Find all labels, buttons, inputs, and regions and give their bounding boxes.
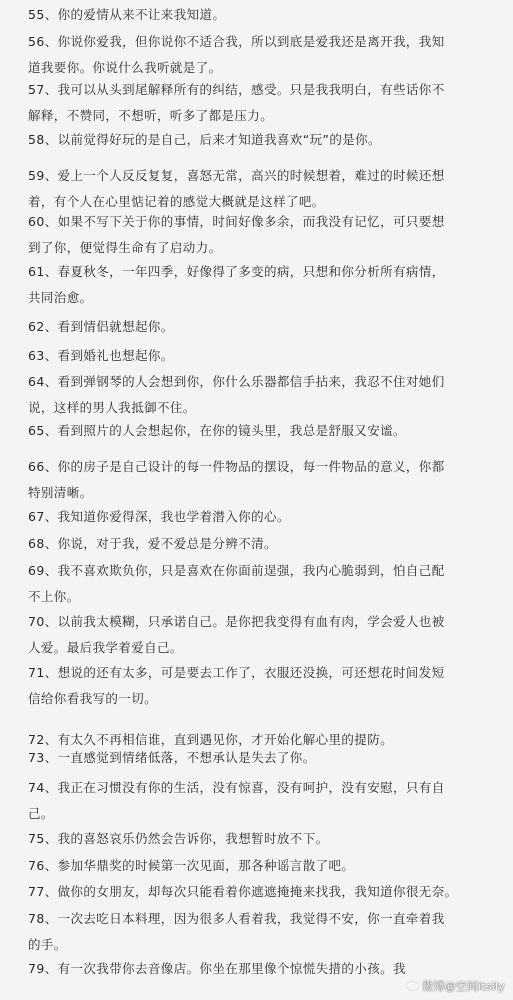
list-item-line: 66、你的房子是自己设计的每一件物品的摆设，每一件物品的意义，你都: [28, 459, 445, 474]
list-item-line: 特别清晰。: [28, 485, 93, 500]
list-item: [28, 163, 498, 215]
list-item-line: 69、我不喜欢欺负你，只是喜欢在你面前逞强，我内心脆弱到，怕自己配: [28, 563, 445, 578]
list-item-line: 68、你说，对于我，爱不爱总是分辨不清。: [28, 536, 277, 551]
list-item-line: 信给你看我写的一切。: [28, 691, 158, 706]
list-item-line: 76、参加华鼎奖的时候第一次见面，那各种谣言散了吧。: [28, 858, 355, 873]
list-item-line: 不上你。: [28, 589, 80, 604]
list-item-line: 55、你的爱情从来不让来我知道。: [28, 7, 226, 22]
list-item: [28, 906, 498, 958]
list-item: [28, 531, 498, 557]
list-item-line: 59、爱上一个人反反复复，喜怒无常，高兴的时候想着，难过的时候还想: [28, 168, 445, 183]
list-item-line: 72、有太久不再相信谁，直到遇见你，才开始化解心里的提防。: [28, 732, 394, 747]
list-item-line: 的手。: [28, 937, 67, 952]
list-item: [28, 454, 498, 506]
list-item: [28, 29, 498, 81]
list-item: [28, 369, 498, 421]
list-item-line: 79、有一次我带你去音像店。你坐在那里像个惊慌失措的小孩。我: [28, 961, 406, 976]
list-item-line: 71、想说的还有太多，可是要去工作了，衣服还没换，可还想花时间发短: [28, 665, 445, 680]
list-item-line: 说，这样的男人我抵御不住。: [28, 400, 196, 415]
watermark-text: 微博@空间itsily: [422, 980, 505, 993]
list-item-line: 56、你说你爱我，但你说你不适合我，所以到底是爱我还是离开我，我知: [28, 34, 445, 49]
list-item: [28, 745, 498, 771]
list-item: [28, 826, 498, 852]
list-item: [28, 314, 498, 340]
list-item: [28, 209, 498, 261]
list-item-line: 解释，不赞同，不想听，听多了都是压力。: [28, 108, 274, 123]
list-item: [28, 2, 498, 28]
list-item-line: 74、我正在习惯没有你的生活，没有惊喜，没有呵护，没有安慰，只有自: [28, 780, 445, 795]
list-item-line: 到了你，便觉得生命有了启动力。: [28, 240, 222, 255]
watermark: [407, 978, 505, 994]
list-item-line: 人爱。最后我学着爱自己。: [28, 640, 183, 655]
list-item-line: 63、看到婚礼也想起你。: [28, 348, 174, 363]
list-item-line: 75、我的喜怒哀乐仍然会告诉你，我想暂时放不下。: [28, 831, 329, 846]
list-item-line: 着，有个人在心里惦记着的感觉大概就是这样了吧。: [28, 194, 325, 209]
list-item-line: 62、看到情侣就想起你。: [28, 319, 174, 334]
list-item-line: 共同治愈。: [28, 290, 93, 305]
list-item: [28, 77, 498, 129]
list-item-line: 60、如果不写下关于你的事情，时间好像多余，而我没有记忆，可只要想: [28, 214, 445, 229]
list-item: [28, 853, 498, 879]
list-item: [28, 504, 498, 530]
list-item-line: 77、做你的女朋友，却每次只能看着你遮遮掩掩来找我，我知道你很无奈。: [28, 884, 458, 899]
list-item: [28, 879, 498, 905]
list-item-line: 己。: [28, 806, 54, 821]
list-item-line: 道我要你。你说什么我听就是了。: [28, 60, 222, 75]
list-item: [28, 259, 498, 311]
list-item-line: 64、看到弹钢琴的人会想到你，你什么乐器都信手拈来，我忍不住对她们: [28, 374, 445, 389]
list-item-line: 57、我可以从头到尾解释所有的纠结，感受。只是我我明白，有些话你不: [28, 82, 445, 97]
list-item-line: 61、春夏秋冬，一年四季，好像得了多变的病，只想和你分析所有病情，: [28, 264, 445, 279]
list-item-line: 78、一次去吃日本料理，因为很多人看着我，我觉得不安，你一直牵着我: [28, 911, 445, 926]
list-item-line: 58、以前觉得好玩的是自己，后来才知道我喜欢“玩”的是你。: [28, 132, 381, 147]
list-item: [28, 418, 498, 444]
list-item: [28, 343, 498, 369]
list-item-line: 70、以前我太模糊，只承诺自己。是你把我变得有血有肉，学会爱人也被: [28, 614, 445, 629]
list-item: [28, 127, 498, 153]
list-item-line: 67、我知道你爱得深，我也学着潜入你的心。: [28, 509, 290, 524]
list-item-line: 73、一直感觉到情绪低落，不想承认是失去了你。: [28, 750, 316, 765]
weibo-icon: [407, 981, 419, 991]
list-item: [28, 775, 498, 827]
list-item-line: 65、看到照片的人会想起你，在你的镜头里，我总是舒服又安谧。: [28, 423, 406, 438]
list-item: [28, 558, 498, 610]
list-item: [28, 609, 498, 661]
list-item: [28, 660, 498, 712]
